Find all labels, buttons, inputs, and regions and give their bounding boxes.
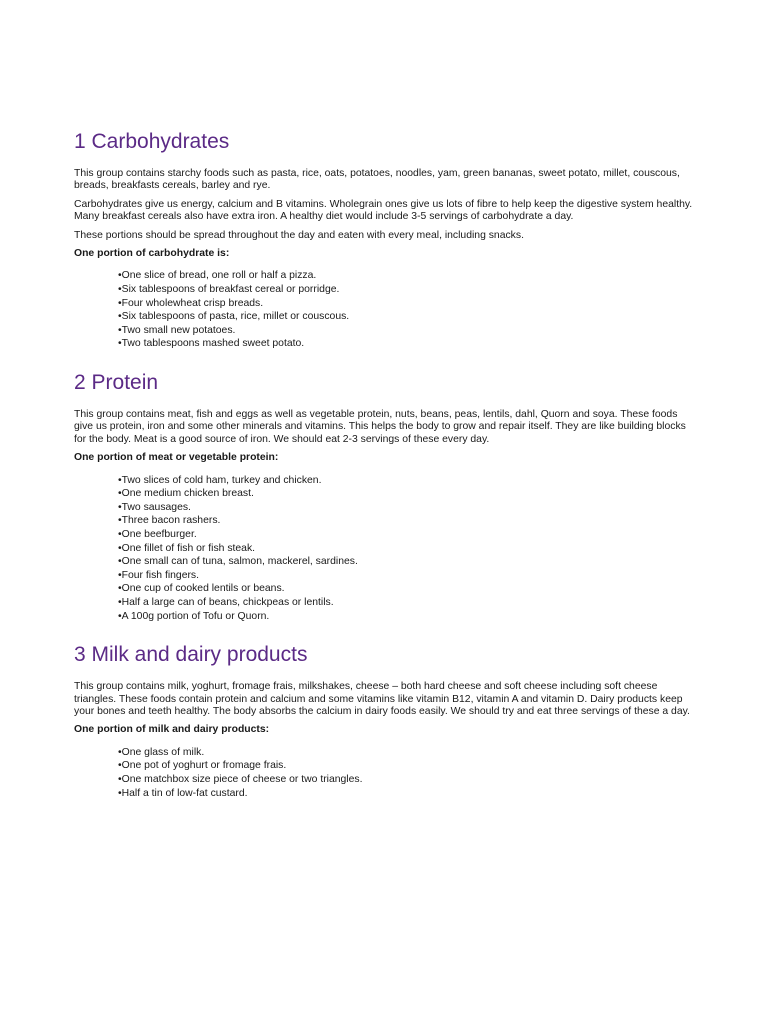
list-item: •One glass of milk. bbox=[118, 746, 205, 758]
list-item: •Two tablespoons mashed sweet potato. bbox=[118, 338, 305, 350]
portion-label: One portion of meat or vegetable protein: bbox=[74, 452, 279, 464]
section-heading: 3 Milk and dairy products bbox=[74, 643, 308, 667]
section-carbohydrates bbox=[74, 128, 698, 351]
portion-list bbox=[74, 269, 698, 351]
list-item: •One small can of tuna, salmon, mackerel, sardines. bbox=[118, 556, 358, 568]
list-item: •One medium chicken breast. bbox=[118, 488, 254, 500]
list-item: •Four fish fingers. bbox=[118, 569, 200, 581]
list-item: •Four wholewheat crisp breads. bbox=[118, 297, 264, 309]
paragraph: This group contains milk, yoghurt, fromage frais, milkshakes, cheese – both hard cheese and soft cheese including soft cheese triangles. These foods contain protein and calcium and some vitamins like vitamin B12, vitamin A and vitamin D. Dairy products keep your bones and teeth healthy. The body absorbs the calcium in dairy foods easily. We should try and eat three servings of these a day. bbox=[74, 681, 690, 717]
list-item: •One cup of cooked lentils or beans. bbox=[118, 583, 285, 595]
list-item: •One fillet of fish or fish steak. bbox=[118, 542, 256, 554]
section-heading: 1 Carbohydrates bbox=[74, 130, 230, 153]
paragraph: This group contains meat, fish and eggs as well as vegetable protein, nuts, beans, peas, lentils, dahl, Quorn and soya. These foods give us protein, iron and some other minerals and vitamins. This helps the body to grow and repair itself. They are like building blocks for the body. Meat is a good source of iron. We should eat 2-3 servings of these every day. bbox=[74, 409, 686, 445]
list-item: •A 100g portion of Tofu or Quorn. bbox=[118, 610, 270, 622]
paragraph: Carbohydrates give us energy, calcium and B vitamins. Wholegrain ones give us lots of fibre to help keep the digestive system healthy. Many breakfast cereals also have extra iron. A healthy diet would include 3-5 servings of carbohydrate a day. bbox=[74, 198, 693, 223]
list-item: •One slice of bread, one roll or half a pizza. bbox=[118, 270, 317, 282]
list-item: •Half a large can of beans, chickpeas or lentils. bbox=[118, 596, 334, 608]
list-item: •Six tablespoons of pasta, rice, millet or couscous. bbox=[118, 311, 350, 323]
list-item: •One matchbox size piece of cheese or two triangles. bbox=[118, 773, 363, 785]
list-item: •Two slices of cold ham, turkey and chicken. bbox=[118, 474, 322, 486]
portion-list bbox=[74, 746, 698, 800]
document-page bbox=[74, 128, 698, 818]
section-milk-dairy bbox=[74, 641, 698, 800]
list-item: •Six tablespoons of breakfast cereal or porridge. bbox=[118, 284, 340, 296]
list-item: •Two small new potatoes. bbox=[118, 324, 236, 336]
portion-label: One portion of milk and dairy products: bbox=[74, 724, 270, 736]
list-item: •One beefburger. bbox=[118, 529, 197, 540]
paragraph: This group contains starchy foods such as pasta, rice, oats, potatoes, noodles, yam, green bananas, sweet potato, millet, couscous, breads, breakfasts cereals, barley and rye. bbox=[74, 168, 680, 192]
portion-list bbox=[74, 474, 698, 624]
portion-label: One portion of carbohydrate is: bbox=[74, 248, 230, 260]
section-protein bbox=[74, 369, 698, 623]
list-item: •One pot of yoghurt or fromage frais. bbox=[118, 760, 287, 772]
list-item: •Three bacon rashers. bbox=[118, 515, 221, 527]
list-item: •Two sausages. bbox=[118, 501, 191, 513]
section-heading: 2 Protein bbox=[74, 371, 159, 394]
paragraph: These portions should be spread throughout the day and eaten with every meal, including snacks. bbox=[74, 229, 524, 241]
list-item: •Half a tin of low-fat custard. bbox=[118, 787, 248, 799]
